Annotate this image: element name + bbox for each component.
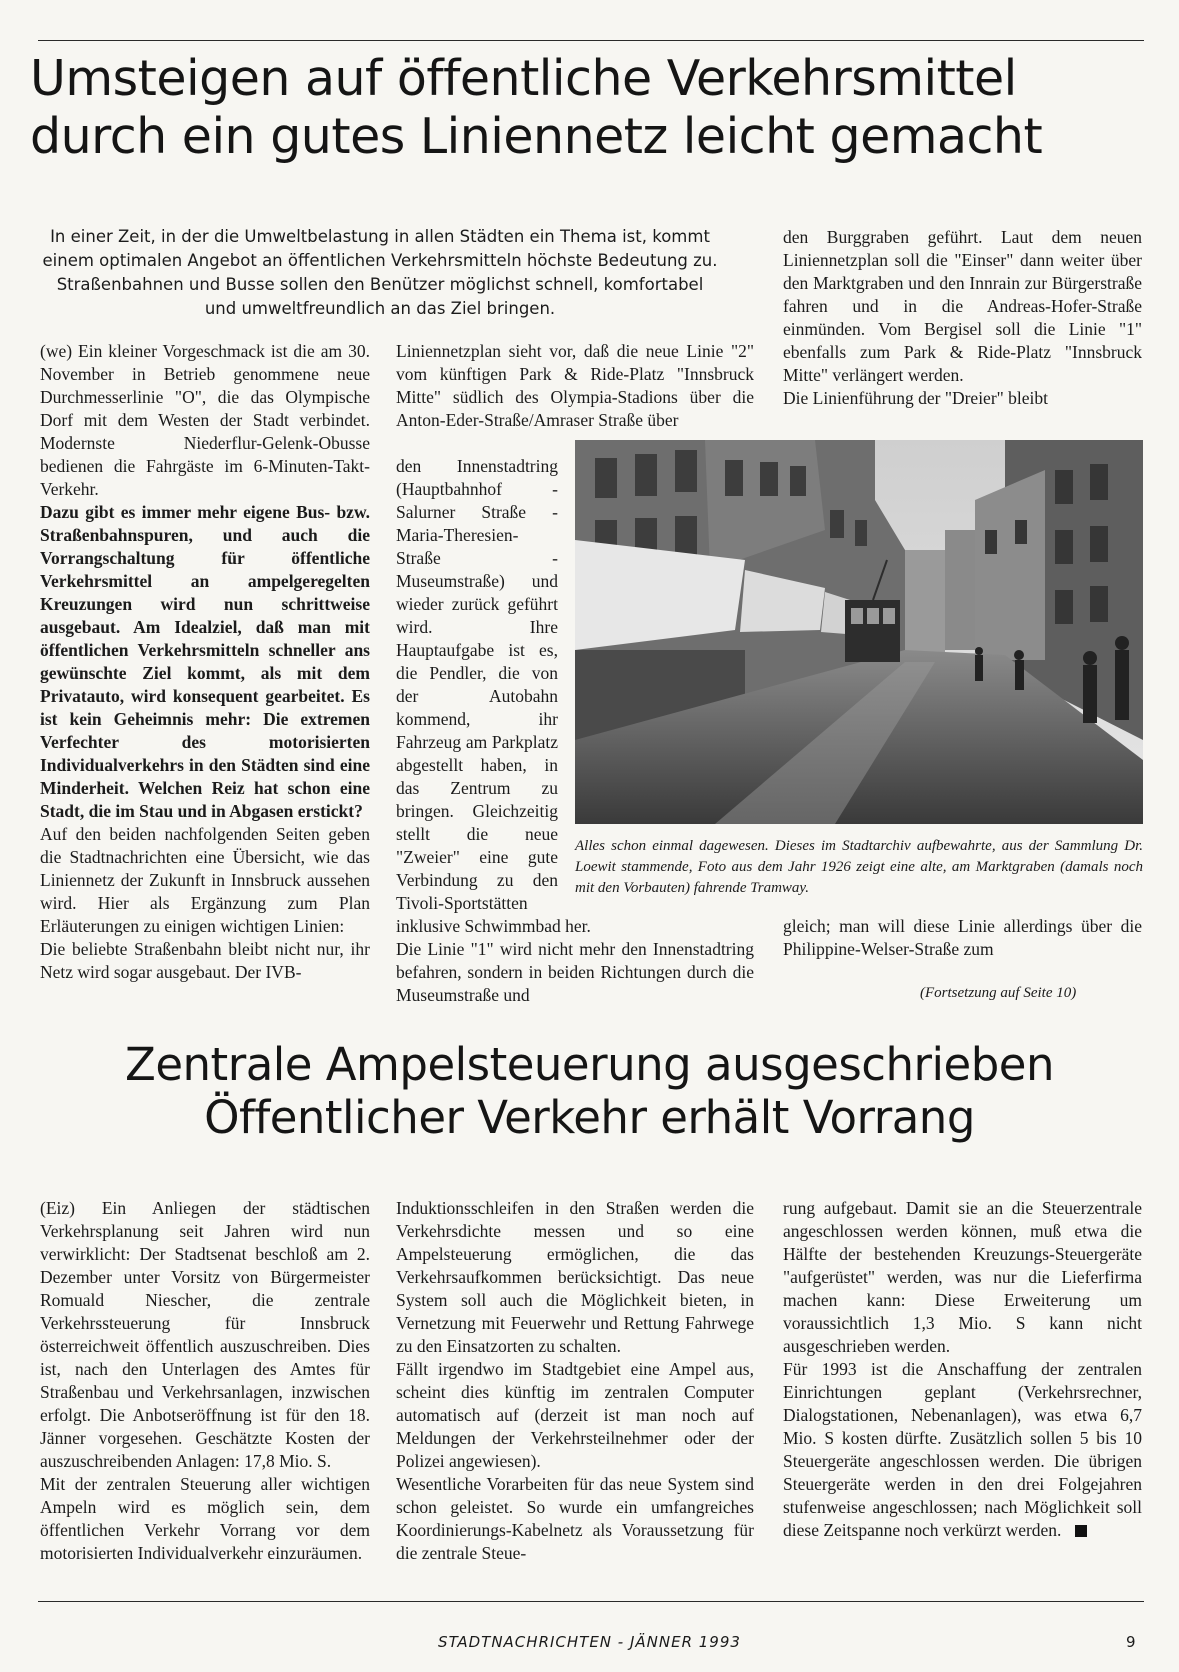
article1-column-2-bottom (396, 915, 754, 1007)
bottom-rule (38, 1601, 1144, 1602)
article1-col1-paragraph: (we) Ein kleiner Vorgeschmack ist die am 30. November in Betrieb genommene neue Durchmesserlinie "O", die das Olympische Dorf mit dem Westen der Stadt verbindet. Modernste Niederflur-Gelenk-Obusse bedienen die Fahrgäste im 6-Minuten-Takt-Verkehr. (40, 341, 370, 499)
article2-headline-line1: Zentrale Ampelsteuerung ausgeschrieben (125, 1038, 1054, 1091)
continuation-note: (Fortsetzung auf Seite 10) (920, 985, 1077, 1001)
article1-col1-bold-paragraph (40, 501, 370, 823)
article2-col3-last-text: Für 1993 ist die Anschaffung der zentralen Einrichtungen geplant (Verkehrsrechner, Dialogstationen, Nebenanlagen), was etwa 6,7 Mio. S kosten dürfte. Zusätzlich sollen 5 bis 10 Steuergeräte angeschlossen werden. Die übrigen Steuergeräte werden in den drei Folgejahren stufenweise angeschlossen; nach Möglichkeit soll diese Zeitspanne noch verkürzt werden. (783, 1359, 1142, 1540)
historic-tram-photo (575, 440, 1143, 824)
article2-col2-paragraph: Induktionsschleifen in den Straßen werden die Verkehrsdichte messen und so eine Ampelsteuerung ermöglichen, die das Verkehrsaufkommen berücksichtigt. Das neue System soll auch die Möglichkeit bieten, in Vernetzung mit Feuerwehr und Rettung Fahrwege zu den Einsatzorten zu schalten. (396, 1198, 754, 1356)
lead-line: einem optimalen Angebot an öffentlichen Verkehrsmitteln höchste Bedeutung zu. (42, 251, 718, 270)
article1-col3-paragraph: Die Linienführung der "Dreier" bleibt (783, 388, 1049, 408)
article2-col1-paragraph: Mit der zentralen Steuerung aller wichtigen Ampeln wird es möglich sein, dem öffentlichen Verkehr Vorrang vor dem motorisierten Individualverkehr einzuräumen. (40, 1474, 370, 1563)
article2-headline-line2: Öffentlicher Verkehr erhält Vorrang (204, 1091, 975, 1145)
article1-headline-line1: Umsteigen auf öffentliche Verkehrsmittel (30, 50, 1017, 107)
lead-line: Straßenbahnen und Busse sollen den Benützer möglichst schnell, komfortabel (56, 275, 704, 294)
article1-col2-paragraph: Die Linie "1" wird nicht mehr den Innenstadtring befahren, sondern in beiden Richtungen durch die Museumstraße und (396, 939, 754, 1005)
article1-col2-paragraph: den Innenstadtring (Hauptbahnhof - Salurner Straße - Maria-Theresien-Straße - Museumstraße) und wieder zurück geführt wird. Ihre Hauptaufgabe ist es, die Pendler, die von der Autobahn kommend, ihr Fahrzeug am Parkplatz abgestellt haben, in das Zentrum zu bringen. Gleichzeitig stellt die neue "Zweier" eine gute Verbindung zu den Tivoli-Sportstätten (396, 456, 558, 913)
article1-column-1 (40, 340, 370, 984)
article1-col3-paragraph: gleich; man will diese Linie allerdings über die Philippine-Welser-Straße zum (783, 916, 1142, 959)
article1-column-2-narrow (396, 455, 558, 915)
bold-text: Dazu gibt es immer mehr eigene Bus- bzw. Straßenbahnspuren, und auch die Vorrangschaltung für öffentliche Verkehrsmittel an ampelgeregelten Kreuzungen wird nun schrittweise ausgebaut. Am Idealziel, daß man mit öffentlichen Verkehrsmitteln schneller ans gewünschte Ziel kommt, als mit dem Privatauto, wird konsequent gearbeitet. Es ist kein Geheimnis mehr: Die extremen Verfechter des motorisierten Individualverkehrs in den Städten sind eine Minderheit. Welchen Reiz hat schon eine Stadt, die im Stau und in Abgasen erstickt? (40, 502, 370, 821)
article1-headline (30, 50, 1042, 166)
page-number: 9 (1126, 1633, 1136, 1651)
article2-col2-paragraph: Fällt irgendwo im Stadtgebiet eine Ampel aus, scheint dies künftig im zentralen Computer automatisch auf (derzeit ist man noch auf Meldungen der Verkehrsteilnehmer oder der Polizei angewiesen). (396, 1359, 754, 1471)
article2-column-3 (783, 1197, 1142, 1542)
lead-line: In einer Zeit, in der die Umweltbelastung in allen Städten ein Thema ist, kommt (50, 227, 710, 246)
article1-col2-paragraph: inklusive Schwimmbad her. (396, 916, 591, 936)
top-rule (38, 40, 1144, 41)
article1-lead (40, 225, 720, 321)
article1-col1-paragraph: Die beliebte Straßenbahn bleibt nicht nur, ihr Netz wird sogar ausgebaut. Der IVB- (40, 939, 370, 982)
article1-column-3-bottom (783, 915, 1142, 961)
photo-caption: Alles schon einmal dagewesen. Dieses im Stadtarchiv aufbewahrte, aus der Sammlung Dr. Loewit stammende, Foto aus dem Jahr 1926 zeigt eine alte, am Marktgraben (damals noch mit den Vorbauten) fahrende Tramway. (575, 838, 1143, 896)
article2-column-1 (40, 1197, 370, 1565)
article1-col3-paragraph: den Burggraben geführt. Laut dem neuen Liniennetzplan soll die "Einser" dann weiter über den Marktgraben und den Innrain zur Bürgerstraße fahren und in die Andreas-Hofer-Straße einmünden. Vom Bergisel soll die Linie "1" ebenfalls zum Park & Ride-Platz "Innsbruck Mitte" verlängert werden. (783, 227, 1142, 385)
article1-col1-paragraph: Auf den beiden nachfolgenden Seiten geben die Stadtnachrichten eine Übersicht, wie das Liniennetz der Zukunft in Innsbruck aussehen wird. Hier als Ergänzung zum Plan Erläuterungen zu einigen wichtigen Linien: (40, 824, 370, 936)
article1-headline-line2: durch ein gutes Liniennetz leicht gemacht (30, 107, 1043, 165)
article1-column-3-top (783, 226, 1142, 410)
footer-publication: STADTNACHRICHTEN - JÄNNER 1993 (438, 1633, 741, 1651)
article2-headline (0, 1038, 1179, 1144)
article2-col1-paragraph: (Eiz) Ein Anliegen der städtischen Verkehrsplanung seit Jahren wird nun verwirklicht: Der Stadtsenat beschloß am 2. Dezember unter Vorsitz von Bürgermeister Romuald Niescher, die zentrale Verkehrssteuerung für Innsbruck österreichweit öffentlich auszuschreiben. Dies ist, nach den Unterlagen des Amtes für Straßenbau und Verkehrsanlagen, inzwischen erfolgt. Die Anbotseröffnung ist für den 18. Jänner vorgesehen. Geschätzte Kosten der auszuschreibenden Anlagen: 17,8 Mio. S. (40, 1198, 370, 1471)
end-of-article-mark (1075, 1525, 1087, 1537)
article2-column-2 (396, 1197, 754, 1565)
lead-line: und umweltfreundlich an das Ziel bringen. (204, 299, 556, 318)
article2-col3-paragraph: rung aufgebaut. Damit sie an die Steuerzentrale angeschlossen werden können, muß etwa die Hälfte der bestehenden Kreuzungs-Steuergeräte "aufgerüstet" werden, was nur die Lieferfirma machen kann: Diese Erweiterung um voraussichtlich 1,3 Mio. S kann nicht ausgeschrieben werden. (783, 1198, 1142, 1356)
article2-col2-paragraph: Wesentliche Vorarbeiten für das neue System sind schon geleistet. So wurde ein umfangreiches Koordinierungs-Kabelnetz als Voraussetzung für die zentrale Steue- (396, 1474, 754, 1563)
article1-column-2-top (396, 340, 754, 432)
article2-col3-paragraph (783, 1358, 1142, 1542)
article1-col2-paragraph: Liniennetzplan sieht vor, daß die neue Linie "2" vom künftigen Park & Ride-Platz "Innsbruck Mitte" südlich des Olympia-Stadions über die Anton-Eder-Straße/Amraser Straße über (396, 341, 754, 430)
